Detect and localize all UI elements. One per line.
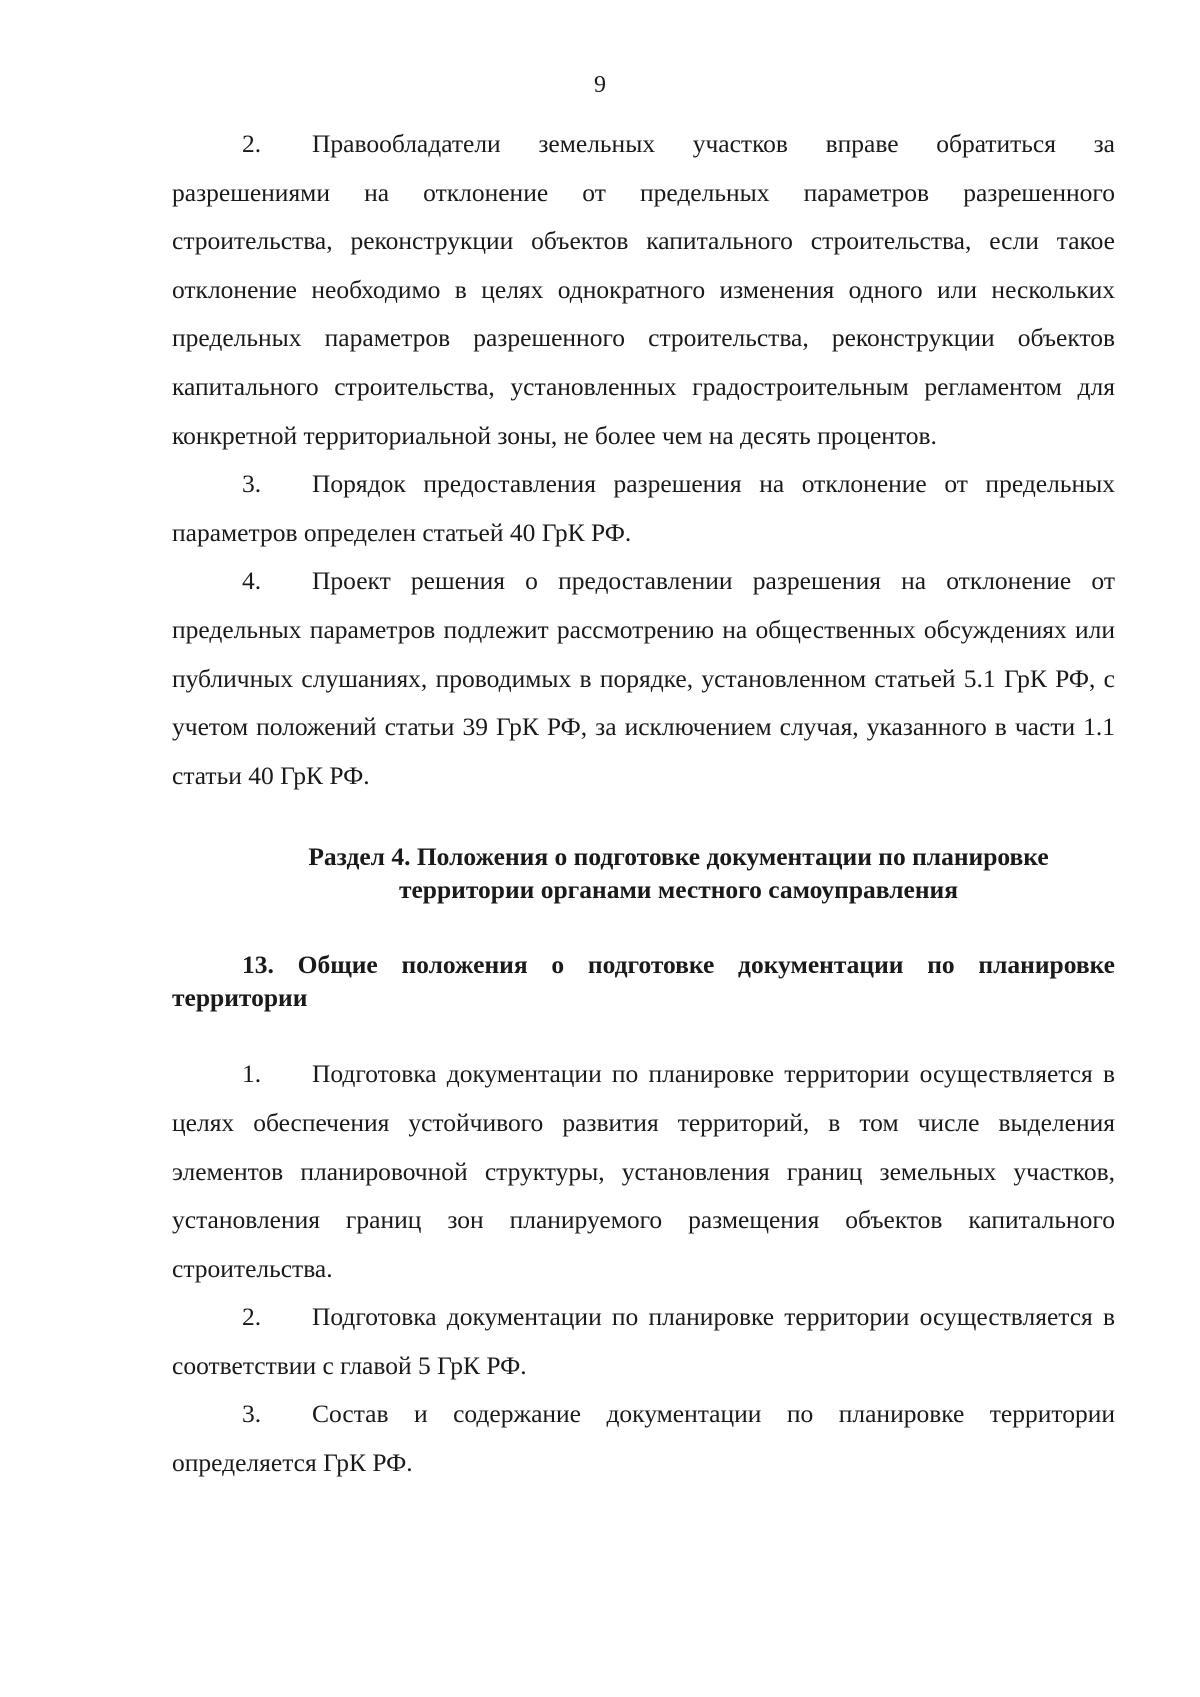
paragraph-number: 3. bbox=[242, 469, 262, 499]
paragraph-4 bbox=[172, 557, 1115, 800]
page-number: 9 bbox=[594, 72, 606, 98]
article-heading: 13. Общие положения о подготовке документации по планировке территории bbox=[172, 950, 1115, 1013]
article-paragraph-3 bbox=[172, 1390, 1115, 1487]
paragraph-text: Подготовка документации по планировке территории осуществляется в соответствии с главой 5 ГрК РФ. bbox=[172, 1302, 1115, 1380]
paragraph-number: 2. bbox=[242, 129, 262, 158]
paragraph-text: Правообладатели земельных участков вправе обратиться за разрешениями на отклонение от предельных параметров разрешенного строительства, реконструкции объектов капитального строительства, если такое отклонение необходимо в целях однократного изменения одного или нескольких предельных параметров разрешенного строительства, реконструкции объектов капитального строительства, установленных градостроительным регламентом для конкретной территориальной зоны, не более чем на десять процентов. bbox=[172, 129, 1115, 450]
paragraph-text: Подготовка документации по планировке территории осуществляется в целях обеспечения устойчивого развития территорий, в том числе выделения элементов планировочной структуры, установления границ земельных участков, установления границ зон планируемого размещения объектов капитального строительства. bbox=[172, 1059, 1115, 1283]
paragraph-2 bbox=[172, 120, 1115, 460]
paragraph-number: 3. bbox=[242, 1399, 262, 1429]
article-paragraph-1 bbox=[172, 1050, 1115, 1293]
paragraph-3 bbox=[172, 460, 1115, 557]
page-content bbox=[172, 120, 1115, 1488]
paragraph-text: Состав и содержание документации по планировке территории определяется ГрК РФ. bbox=[172, 1399, 1115, 1478]
paragraph-number: 1. bbox=[242, 1059, 262, 1089]
paragraph-text: Порядок предоставления разрешения на отклонение от предельных параметров определен статьей 40 ГрК РФ. bbox=[172, 469, 1115, 547]
article-paragraph-2 bbox=[172, 1293, 1115, 1390]
section-heading-line-1: Раздел 4. Положения о подготовке документации по планировке bbox=[308, 842, 1049, 872]
section-heading bbox=[172, 840, 1115, 906]
paragraph-number: 2. bbox=[242, 1302, 262, 1332]
paragraph-number: 4. bbox=[242, 566, 262, 596]
paragraph-text: Проект решения о предоставлении разрешения на отклонение от предельных параметров подлежит рассмотрению на общественных обсуждениях или публичных слушаниях, проводимых в порядке, установленном статьей 5.1 ГрК РФ, с учетом положений статьи 39 ГрК РФ, за исключением случая, указанного в части 1.1 статьи 40 ГрК РФ. bbox=[172, 566, 1115, 790]
section-heading-line-2: территории органами местного самоуправления bbox=[398, 875, 959, 905]
